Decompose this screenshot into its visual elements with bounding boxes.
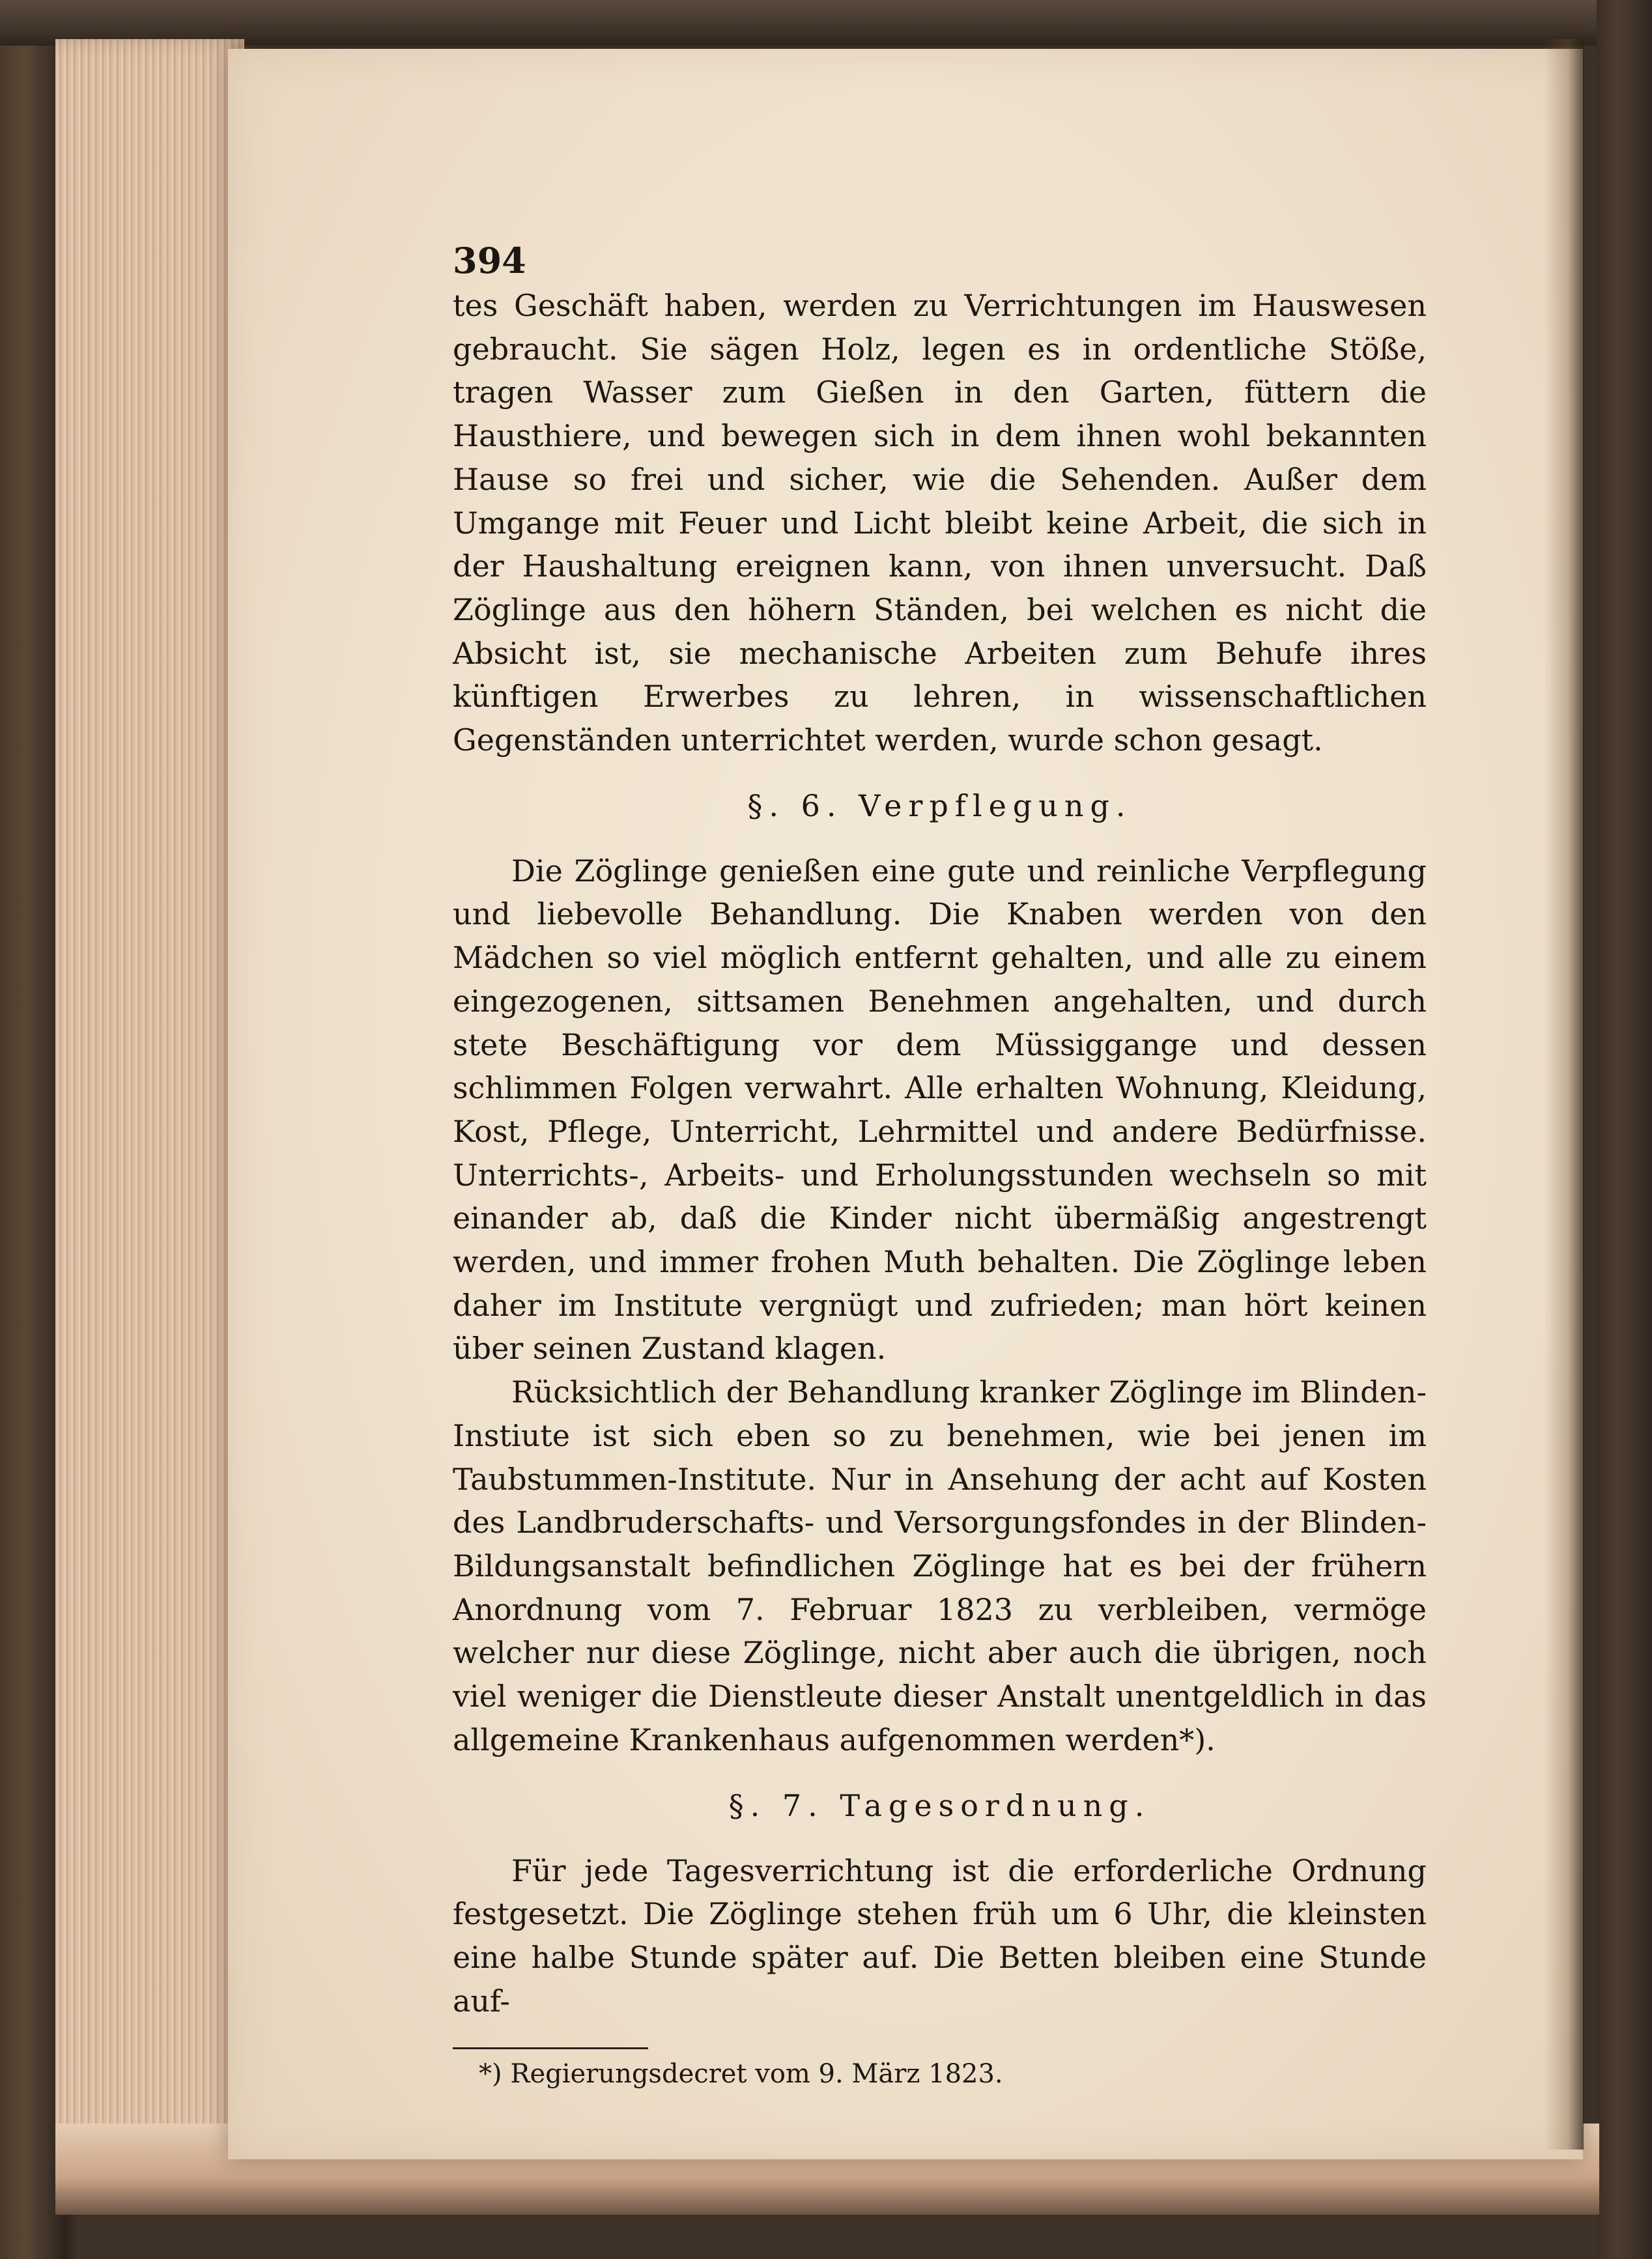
section-7-heading: §. 7. Tagesordnung.	[728, 1787, 1151, 1823]
section-6-paragraph-1: Die Zöglinge genießen eine gute und reinliche Verpflegung und liebevolle Behandlung. Die Knaben werden von den Mädchen so viel möglich entfernt gehalten, und alle zu einem eingezogenen, sittsamen Benehmen angehalten, und durch stete Beschäftigung vor dem Müssiggange und dessen schlimmen Folgen verwahrt. Alle erhalten Wohnung, Kleidung, Kost, Pflege, Unterricht, Lehrmittel und andere Bedürfnisse. Unterrichts-, Arbeits- und Erholungsstunden wechseln so mit einander ab, daß die Kinder nicht übermäßig angestrengt werden, und immer frohen Muth behalten. Die Zöglinge leben daher im Institute vergnügt und zufrieden; man hört keinen über seinen Zustand klagen.	[453, 853, 1427, 1367]
page-stack-edges	[55, 39, 244, 2208]
footnote-divider	[453, 2047, 648, 2049]
page-gutter-shadow	[1545, 39, 1584, 2150]
footnote: *) Regierungsdecret vom 9. März 1823.	[479, 2059, 1003, 2090]
book-cover-top	[0, 0, 1652, 46]
section-6-heading: §. 6. Verpflegung.	[747, 788, 1132, 823]
section-6-paragraph-2: Rücksichtlich der Behandlung kranker Zöglinge im Blinden-Instiute ist sich eben so zu benehmen, wie bei jenen im Taubstummen-Institute. Nur in Ansehung der acht auf Kosten des Landbruderschafts- und Versorgungsfondes in der Blinden-Bildungsanstalt befindlichen Zöglinge hat es bei der frühern Anordnung vom 7. Februar 1823 zu verbleiben, vermöge welcher nur diese Zöglinge, nicht aber auch die übrigen, noch viel weniger die Dienstleute dieser Anstalt unentgeldlich in das allgemeine Krankenhaus aufgenommen werden*).	[453, 1374, 1427, 1757]
book-cover-right	[1597, 0, 1652, 2259]
section-7-paragraph-1: Für jede Tagesverrichtung ist die erforderliche Ordnung festgesetzt. Die Zöglinge stehen früh um 6 Uhr, die kleinsten eine halbe Stunde später auf. Die Betten bleiben eine Stunde auf-	[453, 1853, 1427, 2019]
page-number: 394	[453, 240, 526, 281]
page-text-block	[453, 241, 1427, 2094]
paragraph-continued: tes Geschäft haben, werden zu Verrichtungen im Hauswesen gebraucht. Sie sägen Holz, legen es in ordentliche Stöße, tragen Wasser zum Gießen in den Garten, füttern die Hausthiere, und bewegen sich in dem ihnen wohl bekannten Hause so frei und sicher, wie die Sehenden. Außer dem Umgange mit Feuer und Licht bleibt keine Arbeit, die sich in der Haushaltung ereignen kann, von ihnen unversucht. Daß Zöglinge aus den höhern Ständen, bei welchen es nicht die Absicht ist, sie mechanische Arbeiten zum Behufe ihres künftigen Erwerbes zu lehren, in wissenschaftlichen Gegenständen unterrichtet werden, wurde schon gesagt.	[453, 288, 1427, 758]
